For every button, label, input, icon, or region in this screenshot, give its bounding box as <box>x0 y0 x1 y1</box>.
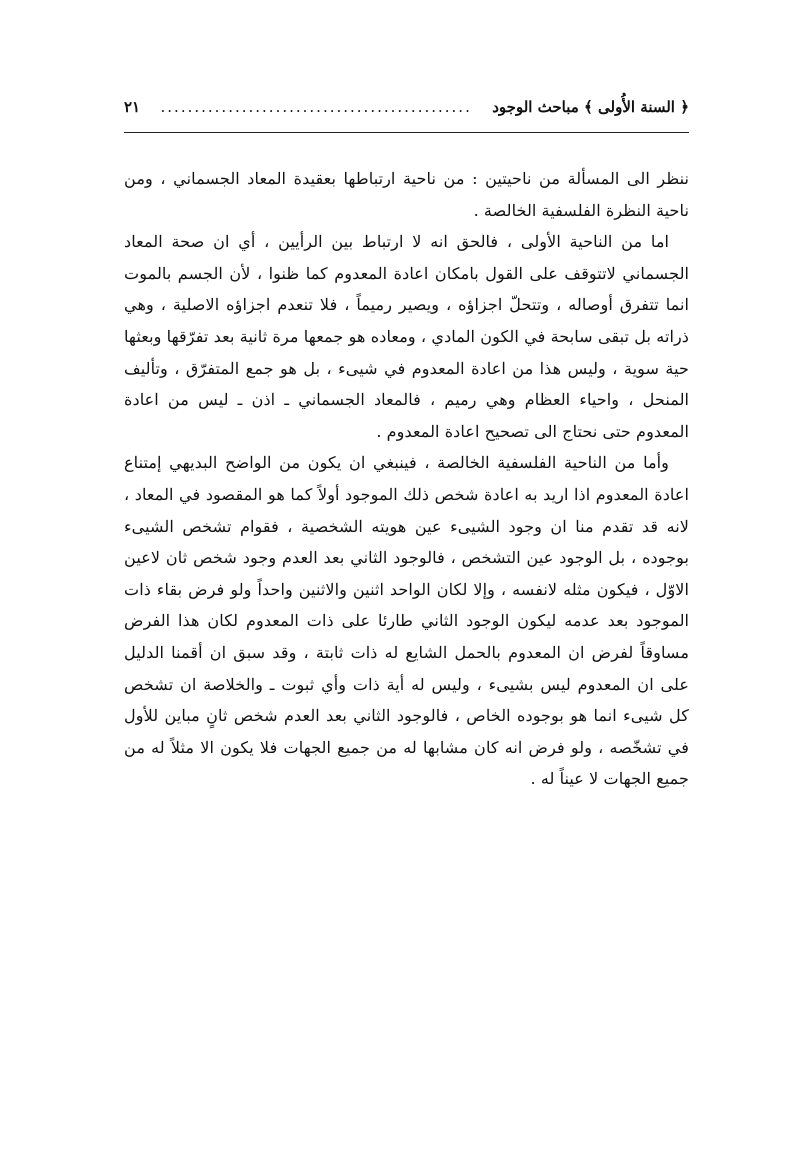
paragraph-philosophical-aspect: وأما من الناحية الفلسفية الخالصة ، فينبغي ان يكون من الواضح البديهي إمتناع اعادة المعدوم اذا اريد به اعادة شخص ذلك الموجود أولاً كما هو المقصود في المعاد ، لانه قد تقدم منا ان وجود الشيىء عين هويته الشخصية ، فقوام تشخص الشيىء بوجوده ، بل الوجود عين التشخص ، فالوجود الثاني بعد العدم وجود شخص ثان لاعين الاوّل ، فيكون مثله لانفسه ، وإلا لكان الواحد اثنين والاثنين واحداً ولو فرض بقاء ذات الموجود بعد عدمه ليكون الوجود الثاني طارئا على ذات المعدوم لكان هذا الفرض مساوقاً لفرض ان المعدوم بالحمل الشايع له ذات ثابتة ، وقد سبق ان أقمنا الدليل على ان المعدوم ليس بشيىء ، وليس له أية ذات وأي ثبوت ـ والخلاصة ان تشخص كل شيىء انما هو بوجوده الخاص ، فالوجود الثاني بعد العدم شخص ثانٍ مباين للأول في تشخّصه ، ولو فرض انه كان مشابها له من جميع الجهات فلا يكون الا مثلاً له من جميع الجهات لا عيناً له . <box>124 453 689 789</box>
page-number: ٢١ <box>124 98 141 116</box>
paragraph-first-aspect: اما من الناحية الأولى ، فالحق انه لا ارتباط بين الرأيين ، أي ان صحة المعاد الجسماني لاتتوقف على القول بامكان اعادة المعدوم كما ظنوا ، لأن الجسم بالموت انما تتفرق أوصاله ، وتتحلّ اجزاؤه ، ويصير رميماً ، فلا تنعدم اجزاؤه الاصلية ، وهي ذراته بل تبقى سابحة في الكون المادي ، ومعاده هو جمعها مرة ثانية بعد تفرّقها وبعثها حية سوية ، وليس هذا من اعادة المعدوم في شيىء ، بل هو جمع المتفرّق ، وتأليف المنحل ، واحياء العظام وهي رميم ، فالمعاد الجسماني ـ اذن ـ ليس من اعادة المعدوم حتى نحتاج الى تصحيح اعادة المعدوم . <box>124 232 689 441</box>
book-page <box>124 98 689 795</box>
dotted-leader: .............................................. <box>160 98 472 116</box>
running-header <box>124 98 689 133</box>
body-text <box>124 163 689 795</box>
paragraph-intro: ننظر الى المسألة من ناحيتين : من ناحية ارتباطها بعقيدة المعاد الجسماني ، ومن ناحية النظرة الفلسفية الخالصة . <box>124 169 689 220</box>
running-title: ﴿ السنة الأُولى ﴾ مباحث الوجود <box>492 98 689 116</box>
